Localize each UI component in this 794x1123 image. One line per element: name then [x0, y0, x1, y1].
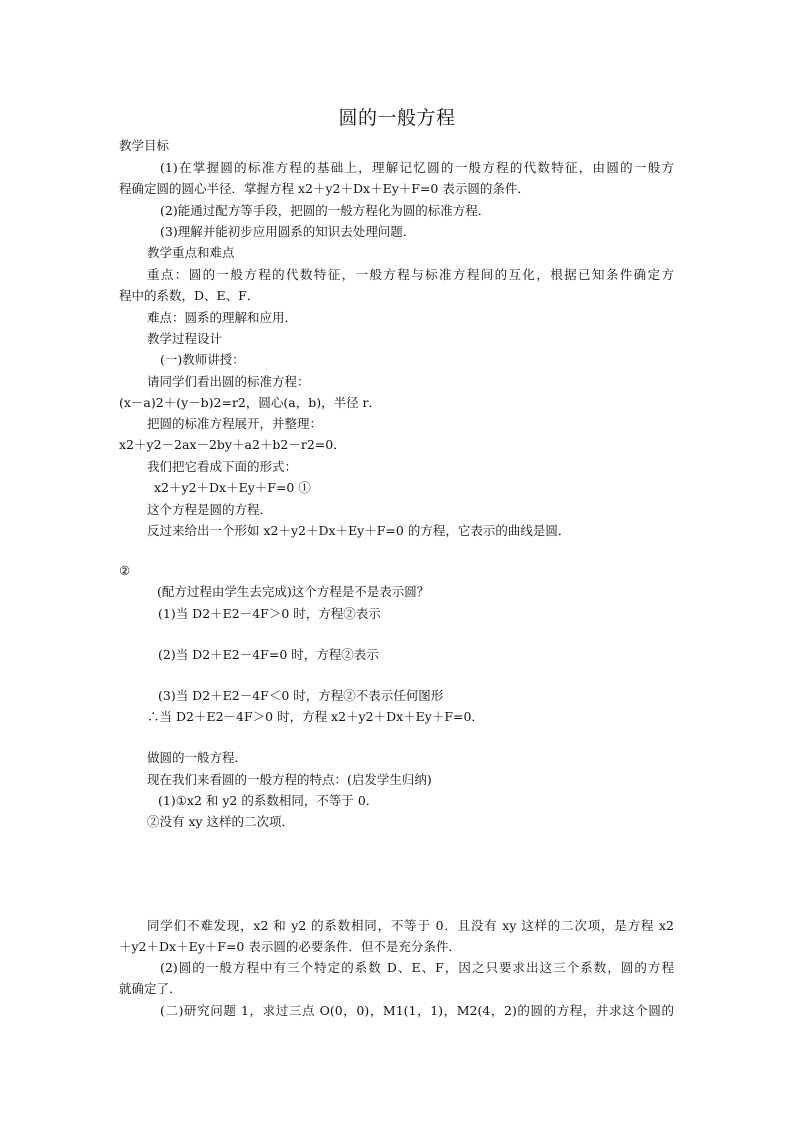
text-line: (一)教师讲授： [160, 352, 245, 367]
text-line: (3)理解并能初步应用圆系的知识去处理问题． [160, 224, 416, 239]
text-line: 重点：圆的一般方程的代数特征，一般方程与标准方程间的互化，根据已知条件确定方 [147, 267, 674, 282]
document-title: 圆的一般方程 [338, 107, 456, 129]
text-line: ＋y2＋Dx＋Ey＋F=0 表示圆的必要条件．但不是充分条件． [119, 939, 461, 954]
text-line: 程确定圆的圆心半径．掌握方程 x2＋y2＋Dx＋Ey＋F=0 表示圆的条件． [119, 181, 530, 196]
text-line: 请同学们看出圆的标准方程： [147, 374, 310, 389]
text-line: 这个方程是圆的方程． [147, 502, 273, 517]
text-line: (3)当 D2＋E2－4F＜0 时，方程②不表示任何图形 [158, 688, 444, 703]
text-line: (二)研究问题 1，求过三点 O(0，0)，M1(1，1)，M2(4，2)的圆的方程，并求这个圆的 [160, 1003, 674, 1018]
equation-marker: ② [119, 563, 131, 578]
heading-teaching-goals: 教学目标 [119, 138, 170, 153]
text-line: (1)当 D2＋E2－4F＞0 时，方程②表示 [158, 606, 381, 621]
heading-key-points: 教学重点和难点 [147, 245, 235, 260]
equation-line: (x－a)2＋(y－b)2=r2，圆心(a，b)，半径 r． [119, 395, 382, 410]
text-line: (2)当 D2＋E2－4F=0 时，方程②表示 [158, 647, 379, 662]
text-line: 我们把它看成下面的形式： [147, 459, 298, 474]
text-line: 做圆的一般方程． [147, 750, 248, 765]
text-line: (配方过程由学生去完成)这个方程是不是表示圆？ [157, 584, 430, 599]
equation-line: x2＋y2－2ax－2by＋a2＋b2－r2=0． [119, 437, 346, 452]
text-line: (2)能通过配方等手段，把圆的一般方程化为圆的标准方程． [160, 203, 491, 218]
text-line: (1)①x2 和 y2 的系数相同，不等于 0． [158, 793, 379, 808]
text-line: 反过来给出一个形如 x2＋y2＋Dx＋Ey＋F=0 的方程，它表示的曲线是圆． [147, 523, 571, 538]
text-line: ②没有 xy 这样的二次项． [147, 814, 295, 829]
text-line: 就确定了． [119, 981, 182, 996]
text-line: 同学们不难发现，x2 和 y2 的系数相同，不等于 0．且没有 xy 这样的二次项，是方程 x2 [147, 918, 674, 933]
text-line: (1)在掌握圆的标准方程的基础上，理解记忆圆的一般方程的代数特征，由圆的一般方 [160, 160, 674, 175]
text-line: 程中的系数，D、E、F． [119, 288, 260, 303]
text-line: ∴当 D2＋E2－4F＞0 时，方程 x2＋y2＋Dx＋Ey＋F=0． [147, 709, 484, 724]
equation-line: x2＋y2＋Dx＋Ey＋F=0 ① [154, 480, 311, 495]
text-line: 现在我们来看圆的一般方程的特点：(启发学生归纳) [147, 772, 432, 787]
heading-teaching-process: 教学过程设计 [147, 331, 223, 346]
text-line: 难点：圆系的理解和应用． [147, 310, 298, 325]
text-line: (2)圆的一般方程中有三个特定的系数 D、E、F，因之只要求出这三个系数，圆的方程 [160, 960, 674, 975]
text-line: 把圆的标准方程展开，并整理： [147, 416, 323, 431]
